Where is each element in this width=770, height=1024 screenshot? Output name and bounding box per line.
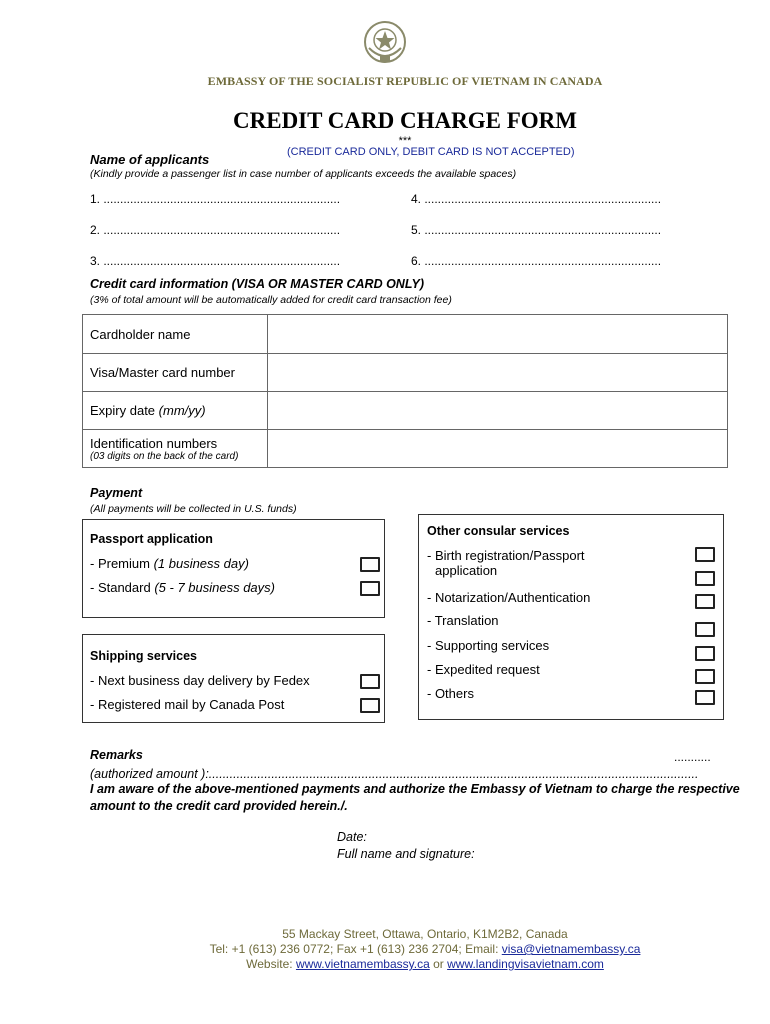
translation-checkbox[interactable] xyxy=(695,622,715,637)
table-row xyxy=(83,430,728,468)
other-consular-services-box xyxy=(418,514,724,720)
canada-post-checkbox[interactable] xyxy=(360,698,380,713)
notarization-option: - Notarization/Authentication xyxy=(427,590,591,605)
expedited-request-checkbox[interactable] xyxy=(695,669,715,684)
identification-label: Identification numbers (03 digits on the back of the card) xyxy=(83,430,268,468)
table-row xyxy=(83,315,728,354)
applicant-line-6[interactable]: 6. ....................................................................... xyxy=(411,254,662,268)
passport-application-box xyxy=(82,519,385,618)
shipping-title: Shipping services xyxy=(90,649,197,663)
signature-label: Full name and signature: xyxy=(337,847,475,861)
title-stars: *** xyxy=(398,135,412,147)
card-info-table xyxy=(82,314,728,468)
shipping-services-box xyxy=(82,634,385,723)
payment-title: Payment xyxy=(90,486,143,500)
table-row xyxy=(83,354,728,392)
applicants-label: Name of applicants xyxy=(90,152,210,167)
email-link[interactable]: visa@vietnamembassy.ca xyxy=(501,942,641,956)
expedited-request-option: - Expedited request xyxy=(427,662,540,677)
translation-option: - Translation xyxy=(427,613,499,628)
remarks-dots[interactable]: ........... xyxy=(674,750,711,764)
standard-checkbox[interactable] xyxy=(360,581,380,596)
date-label: Date: xyxy=(337,830,367,844)
card-info-title: Credit card information (VISA OR MASTER CARD ONLY) xyxy=(90,277,425,291)
passport-checkbox[interactable] xyxy=(695,571,715,586)
applicant-line-2[interactable]: 2. ....................................................................... xyxy=(90,223,341,237)
birth-registration-option: - Birth registration/Passport application xyxy=(427,548,585,578)
fedex-checkbox[interactable] xyxy=(360,674,380,689)
cardholder-name-field[interactable] xyxy=(268,315,728,354)
identification-field[interactable] xyxy=(268,430,728,468)
applicant-line-1[interactable]: 1. ....................................................................... xyxy=(90,192,341,206)
footer-website: Website: www.vietnamembassy.ca or www.landingvisavietnam.com xyxy=(246,957,604,971)
cardholder-name-label: Cardholder name xyxy=(83,315,268,354)
expiry-date-field[interactable] xyxy=(268,392,728,430)
card-notice: (CREDIT CARD ONLY, DEBIT CARD IS NOT ACCEPTED) xyxy=(287,146,575,158)
others-checkbox[interactable] xyxy=(695,690,715,705)
applicant-line-5[interactable]: 5. ....................................................................... xyxy=(411,223,662,237)
card-info-note: (3% of total amount will be automatically added for credit card transaction fee) xyxy=(90,294,452,306)
supporting-services-option: - Supporting services xyxy=(427,638,550,653)
others-option: - Others xyxy=(427,686,474,701)
card-number-field[interactable] xyxy=(268,354,728,392)
other-services-title: Other consular services xyxy=(427,524,570,538)
national-emblem-icon xyxy=(361,18,409,66)
payment-note: (All payments will be collected in U.S. funds) xyxy=(90,503,297,515)
premium-checkbox[interactable] xyxy=(360,557,380,572)
card-number-label: Visa/Master card number xyxy=(83,354,268,392)
notarization-checkbox[interactable] xyxy=(695,594,715,609)
passport-title: Passport application xyxy=(90,532,213,546)
authorized-amount-line[interactable]: (authorized amount ):............................................................................................................................................. xyxy=(90,767,699,781)
expiry-date-label: Expiry date (mm/yy) xyxy=(83,392,268,430)
authorization-statement: I am aware of the above-mentioned payments and authorize the Embassy of Vietnam to charge the respective amount to the credit card provided herein./. xyxy=(90,782,740,813)
applicant-line-4[interactable]: 4. ....................................................................... xyxy=(411,192,662,206)
footer-address: 55 Mackay Street, Ottawa, Ontario, K1M2B2, Canada xyxy=(282,927,568,941)
table-row xyxy=(83,392,728,430)
supporting-services-checkbox[interactable] xyxy=(695,646,715,661)
remarks-title: Remarks xyxy=(90,748,143,762)
website-link[interactable]: www.vietnamembassy.ca xyxy=(295,957,430,971)
footer-contact: Tel: +1 (613) 236 0772; Fax +1 (613) 236 2704; Email: visa@vietnamembassy.ca xyxy=(209,942,641,956)
embassy-name: EMBASSY OF THE SOCIALIST REPUBLIC OF VIETNAM IN CANADA xyxy=(207,74,603,88)
applicants-note: (Kindly provide a passenger list in case number of applicants exceeds the available spaces) xyxy=(90,168,517,180)
birth-registration-checkbox[interactable] xyxy=(695,547,715,562)
canada-post-option: - Registered mail by Canada Post xyxy=(90,697,285,712)
fedex-option: - Next business day delivery by Fedex xyxy=(90,673,310,688)
form-title: CREDIT CARD CHARGE FORM xyxy=(233,108,577,133)
premium-option: - Premium (1 business day) xyxy=(90,556,249,571)
website2-link[interactable]: www.landingvisavietnam.com xyxy=(447,957,604,971)
standard-option: - Standard (5 - 7 business days) xyxy=(90,580,275,595)
applicant-line-3[interactable]: 3. ....................................................................... xyxy=(90,254,341,268)
